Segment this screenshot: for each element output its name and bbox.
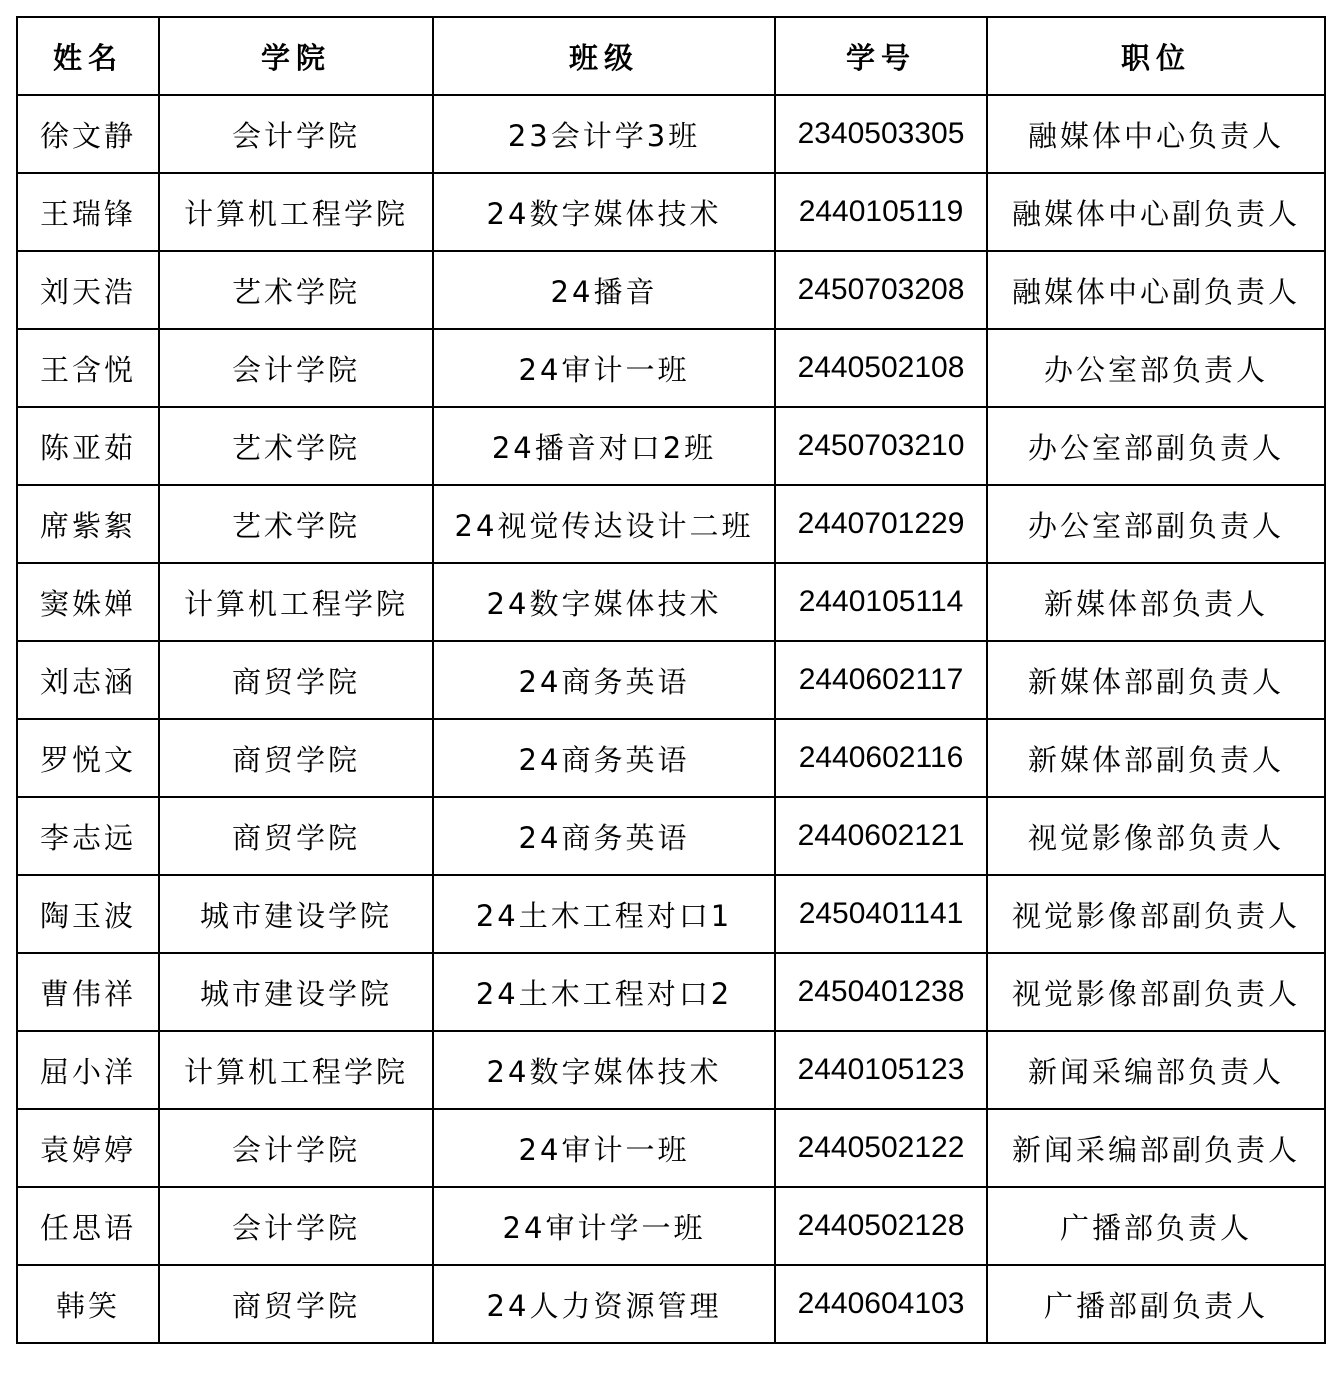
cell-name: 陶玉波 — [17, 875, 159, 953]
cell-position: 新媒体部副负责人 — [987, 641, 1325, 719]
table-row — [17, 1031, 1325, 1109]
cell-position: 办公室部副负责人 — [987, 407, 1325, 485]
table-row — [17, 1265, 1325, 1343]
cell-position: 新闻采编部负责人 — [987, 1031, 1325, 1109]
cell-class: 24数字媒体技术 — [433, 563, 775, 641]
cell-college: 城市建设学院 — [159, 953, 433, 1031]
table-row — [17, 1187, 1325, 1265]
cell-position: 融媒体中心副负责人 — [987, 173, 1325, 251]
cell-student-id: 2440602116 — [775, 719, 987, 797]
cell-position: 新闻采编部副负责人 — [987, 1109, 1325, 1187]
cell-name: 屈小洋 — [17, 1031, 159, 1109]
cell-position: 新媒体部副负责人 — [987, 719, 1325, 797]
cell-name: 罗悦文 — [17, 719, 159, 797]
cell-student-id: 2340503305 — [775, 95, 987, 173]
table-row — [17, 485, 1325, 563]
table-row — [17, 329, 1325, 407]
cell-name: 王瑞锋 — [17, 173, 159, 251]
table-row — [17, 641, 1325, 719]
cell-class: 24审计一班 — [433, 1109, 775, 1187]
cell-college: 商贸学院 — [159, 641, 433, 719]
header-row — [17, 17, 1325, 95]
cell-name: 任思语 — [17, 1187, 159, 1265]
cell-student-id: 2440604103 — [775, 1265, 987, 1343]
cell-name: 曹伟祥 — [17, 953, 159, 1031]
table-row — [17, 797, 1325, 875]
header-class: 班级 — [433, 17, 775, 95]
table-row — [17, 95, 1325, 173]
cell-student-id: 2440502122 — [775, 1109, 987, 1187]
cell-name: 王含悦 — [17, 329, 159, 407]
table-body — [17, 95, 1325, 1343]
cell-position: 办公室部负责人 — [987, 329, 1325, 407]
roster-table — [16, 16, 1326, 1344]
cell-student-id: 2440105119 — [775, 173, 987, 251]
cell-student-id: 2450401238 — [775, 953, 987, 1031]
cell-class: 24数字媒体技术 — [433, 173, 775, 251]
table-row — [17, 953, 1325, 1031]
table-row — [17, 407, 1325, 485]
cell-class: 24播音 — [433, 251, 775, 329]
header-student-id: 学号 — [775, 17, 987, 95]
cell-position: 广播部负责人 — [987, 1187, 1325, 1265]
cell-college: 艺术学院 — [159, 251, 433, 329]
header-name: 姓名 — [17, 17, 159, 95]
cell-class: 24数字媒体技术 — [433, 1031, 775, 1109]
cell-class: 24审计一班 — [433, 329, 775, 407]
cell-student-id: 2440105123 — [775, 1031, 987, 1109]
cell-student-id: 2440502108 — [775, 329, 987, 407]
table-row — [17, 719, 1325, 797]
cell-class: 24商务英语 — [433, 797, 775, 875]
cell-class: 24审计学一班 — [433, 1187, 775, 1265]
cell-class: 24土木工程对口1 — [433, 875, 775, 953]
table-row — [17, 173, 1325, 251]
cell-college: 会计学院 — [159, 1187, 433, 1265]
cell-college: 艺术学院 — [159, 485, 433, 563]
cell-class: 23会计学3班 — [433, 95, 775, 173]
cell-position: 办公室部副负责人 — [987, 485, 1325, 563]
cell-class: 24播音对口2班 — [433, 407, 775, 485]
cell-position: 视觉影像部副负责人 — [987, 953, 1325, 1031]
cell-college: 计算机工程学院 — [159, 173, 433, 251]
cell-name: 刘志涵 — [17, 641, 159, 719]
cell-college: 会计学院 — [159, 95, 433, 173]
table-row — [17, 563, 1325, 641]
cell-name: 窦姝婵 — [17, 563, 159, 641]
cell-college: 城市建设学院 — [159, 875, 433, 953]
cell-college: 会计学院 — [159, 329, 433, 407]
cell-class: 24土木工程对口2 — [433, 953, 775, 1031]
cell-college: 会计学院 — [159, 1109, 433, 1187]
cell-position: 视觉影像部副负责人 — [987, 875, 1325, 953]
cell-name: 席紫絮 — [17, 485, 159, 563]
cell-position: 新媒体部负责人 — [987, 563, 1325, 641]
cell-class: 24商务英语 — [433, 641, 775, 719]
cell-position: 视觉影像部负责人 — [987, 797, 1325, 875]
cell-name: 陈亚茹 — [17, 407, 159, 485]
table-row — [17, 251, 1325, 329]
cell-position: 融媒体中心负责人 — [987, 95, 1325, 173]
cell-class: 24视觉传达设计二班 — [433, 485, 775, 563]
cell-position: 融媒体中心副负责人 — [987, 251, 1325, 329]
cell-name: 徐文静 — [17, 95, 159, 173]
cell-name: 刘天浩 — [17, 251, 159, 329]
cell-student-id: 2440602121 — [775, 797, 987, 875]
cell-class: 24人力资源管理 — [433, 1265, 775, 1343]
cell-college: 计算机工程学院 — [159, 1031, 433, 1109]
cell-student-id: 2450703210 — [775, 407, 987, 485]
cell-student-id: 2440105114 — [775, 563, 987, 641]
cell-student-id: 2440602117 — [775, 641, 987, 719]
cell-student-id: 2450703208 — [775, 251, 987, 329]
cell-name: 韩笑 — [17, 1265, 159, 1343]
table-row — [17, 1109, 1325, 1187]
cell-college: 商贸学院 — [159, 1265, 433, 1343]
cell-position: 广播部副负责人 — [987, 1265, 1325, 1343]
header-college: 学院 — [159, 17, 433, 95]
cell-student-id: 2440701229 — [775, 485, 987, 563]
cell-college: 艺术学院 — [159, 407, 433, 485]
cell-college: 计算机工程学院 — [159, 563, 433, 641]
cell-student-id: 2440502128 — [775, 1187, 987, 1265]
table-row — [17, 875, 1325, 953]
cell-class: 24商务英语 — [433, 719, 775, 797]
cell-college: 商贸学院 — [159, 797, 433, 875]
cell-college: 商贸学院 — [159, 719, 433, 797]
cell-name: 袁婷婷 — [17, 1109, 159, 1187]
cell-name: 李志远 — [17, 797, 159, 875]
header-position: 职位 — [987, 17, 1325, 95]
cell-student-id: 2450401141 — [775, 875, 987, 953]
